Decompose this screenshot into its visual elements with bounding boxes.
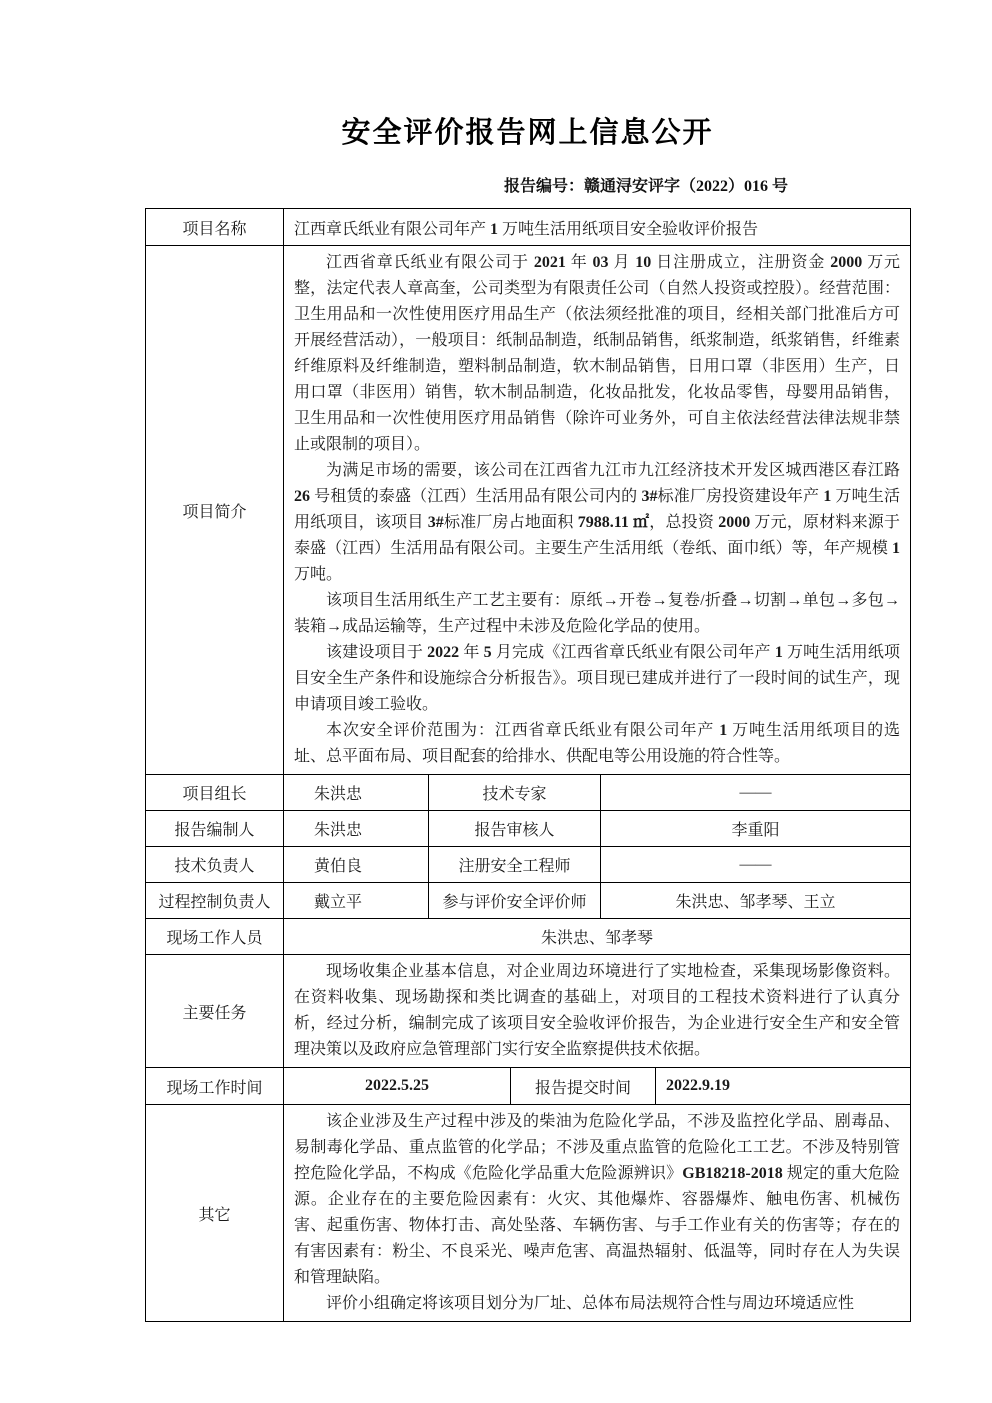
page-title: 安全评价报告网上信息公开 xyxy=(341,117,714,149)
paragraph: 该建设项目于 2022 年 5 月完成《江西省章氏纸业有限公司年产 1 万吨生活用纸项目安全生产条件和设施综合分析报告》。项目现已建成并进行了一段时间的试生产，现申请项目竣工验收。 xyxy=(294,644,901,713)
other-label: 其它 xyxy=(146,1105,284,1322)
process-control-value: 戴立平 xyxy=(284,883,429,919)
tech-lead-label: 技术负责人 xyxy=(146,847,284,883)
report-submit-time-label: 报告提交时间 xyxy=(511,1068,656,1105)
paragraph: 现场收集企业基本信息，对企业周边环境进行了实地检查，采集现场影像资料。在资料收集、现场勘探和类比调查的基础上，对项目的工程技术资料进行了认真分析，经过分析，编制完成了该项目安全验收评价报告，为企业进行安全生产和安全管理决策以及政府应急管理部门实行安全监察提供技术依据。 xyxy=(294,963,901,1058)
report-compiler-value: 朱洪忠 xyxy=(284,811,429,847)
paragraph: 该项目生活用纸生产工艺主要有：原纸→开卷→复卷/折叠→切割→单包→多包→装箱→成品运输等，生产过程中未涉及危险化学品的使用。 xyxy=(294,592,901,635)
other-content xyxy=(284,1105,911,1322)
report-number-line xyxy=(145,173,910,196)
report-number-label: 报告编号： xyxy=(503,178,584,195)
row-field-time xyxy=(146,1068,911,1105)
project-leader-value: 朱洪忠 xyxy=(284,775,429,811)
row-process-control xyxy=(146,883,911,919)
process-control-label: 过程控制负责人 xyxy=(146,883,284,919)
field-staff-label: 现场工作人员 xyxy=(146,919,284,955)
row-project-intro xyxy=(146,246,911,775)
project-leader-label: 项目组长 xyxy=(146,775,284,811)
row-field-staff xyxy=(146,919,911,955)
project-name-value: 江西章氏纸业有限公司年产 1 万吨生活用纸项目安全验收评价报告 xyxy=(284,209,911,246)
row-report-compiler xyxy=(146,811,911,847)
participating-evaluators-label: 参与评价安全评价师 xyxy=(429,883,601,919)
field-time-label: 现场工作时间 xyxy=(146,1068,284,1105)
report-submit-time-value: 2022.9.19 xyxy=(656,1068,911,1105)
paragraph: 评价小组确定将该项目划分为厂址、总体布局法规符合性与周边环境适应性 xyxy=(326,1295,855,1312)
project-intro-label: 项目简介 xyxy=(146,246,284,775)
project-intro-content xyxy=(284,246,911,775)
paragraph: 江西省章氏纸业有限公司于 2021 年 03 月 10 日注册成立，注册资金 2000 万元整，法定代表人章高奎，公司类型为有限责任公司（自然人投资或控股）。经营范围：卫生用品和一次性使用医疗用品生产（依法须经批准的项目，经相关部门批准后方可开展经营活动），一般项目：纸制品制造，纸制品销售，纸浆制造，纸浆销售，纤维素纤维原料及纤维制造，塑料制品制造，软木制品销售，日用口罩（非医用）生产，日用口罩（非医用）销售，软木制品制造，化妆品批发，化妆品零售，母婴用品销售，卫生用品和一次性使用医疗用品销售（除许可业务外，可自主依法经营法律法规非禁止或限制的项目）。 xyxy=(294,254,901,453)
tech-expert-value: —— xyxy=(601,775,911,811)
report-number-value: 赣通浔安评字（2022）016 号 xyxy=(583,178,788,195)
row-project-name xyxy=(146,209,911,246)
report-reviewer-label: 报告审核人 xyxy=(429,811,601,847)
field-staff-value: 朱洪忠、邹孝琴 xyxy=(284,919,911,955)
participating-evaluators-value: 朱洪忠、邹孝琴、王立 xyxy=(601,883,911,919)
tech-expert-label: 技术专家 xyxy=(429,775,601,811)
document-page xyxy=(145,0,910,1322)
project-name-label: 项目名称 xyxy=(146,209,284,246)
tech-lead-value: 黄伯良 xyxy=(284,847,429,883)
report-info-table xyxy=(145,208,911,1322)
report-reviewer-value: 李重阳 xyxy=(601,811,911,847)
field-time-value: 2022.5.25 xyxy=(284,1068,511,1105)
main-task-label: 主要任务 xyxy=(146,955,284,1068)
paragraph: 该企业涉及生产过程中涉及的柴油为危险化学品，不涉及监控化学品、剧毒品、易制毒化学品、重点监管的化学品；不涉及重点监管的危险化工工艺。不涉及特别管控危险化学品，不构成《危险化学品重大危险源辨识》GB18218-2018 规定的重大危险源。企业存在的主要危险因素有：火灾、其他爆炸、容器爆炸、触电伤害、机械伤害、起重伤害、物体打击、高处坠落、车辆伤害、与手工作业有关的伤害等；存在的有害因素有：粉尘、不良采光、噪声危害、高温热辐射、低温等，同时存在人为失误和管理缺陷。 xyxy=(294,1113,901,1286)
main-task-content xyxy=(284,955,911,1068)
registered-engineer-label: 注册安全工程师 xyxy=(429,847,601,883)
row-other xyxy=(146,1105,911,1322)
paragraph: 本次安全评价范围为：江西省章氏纸业有限公司年产 1 万吨生活用纸项目的选址、总平面布局、项目配套的给排水、供配电等公用设施的符合性等。 xyxy=(294,722,901,765)
row-main-task xyxy=(146,955,911,1068)
report-compiler-label: 报告编制人 xyxy=(146,811,284,847)
registered-engineer-value: —— xyxy=(601,847,911,883)
paragraph: 为满足市场的需要，该公司在江西省九江市九江经济技术开发区城西港区春江路 26 号租赁的泰盛（江西）生活用品有限公司内的 3#标准厂房投资建设年产 1 万吨生活用纸项目，该项目 3#标准厂房占地面积 7988.11 ㎡，总投资 2000 万元，原材料来源于泰盛（江西）生活用品有限公司。主要生产生活用纸（卷纸、面巾纸）等，年产规模 1 万吨。 xyxy=(294,462,901,583)
row-project-leader xyxy=(146,775,911,811)
row-tech-lead xyxy=(146,847,911,883)
